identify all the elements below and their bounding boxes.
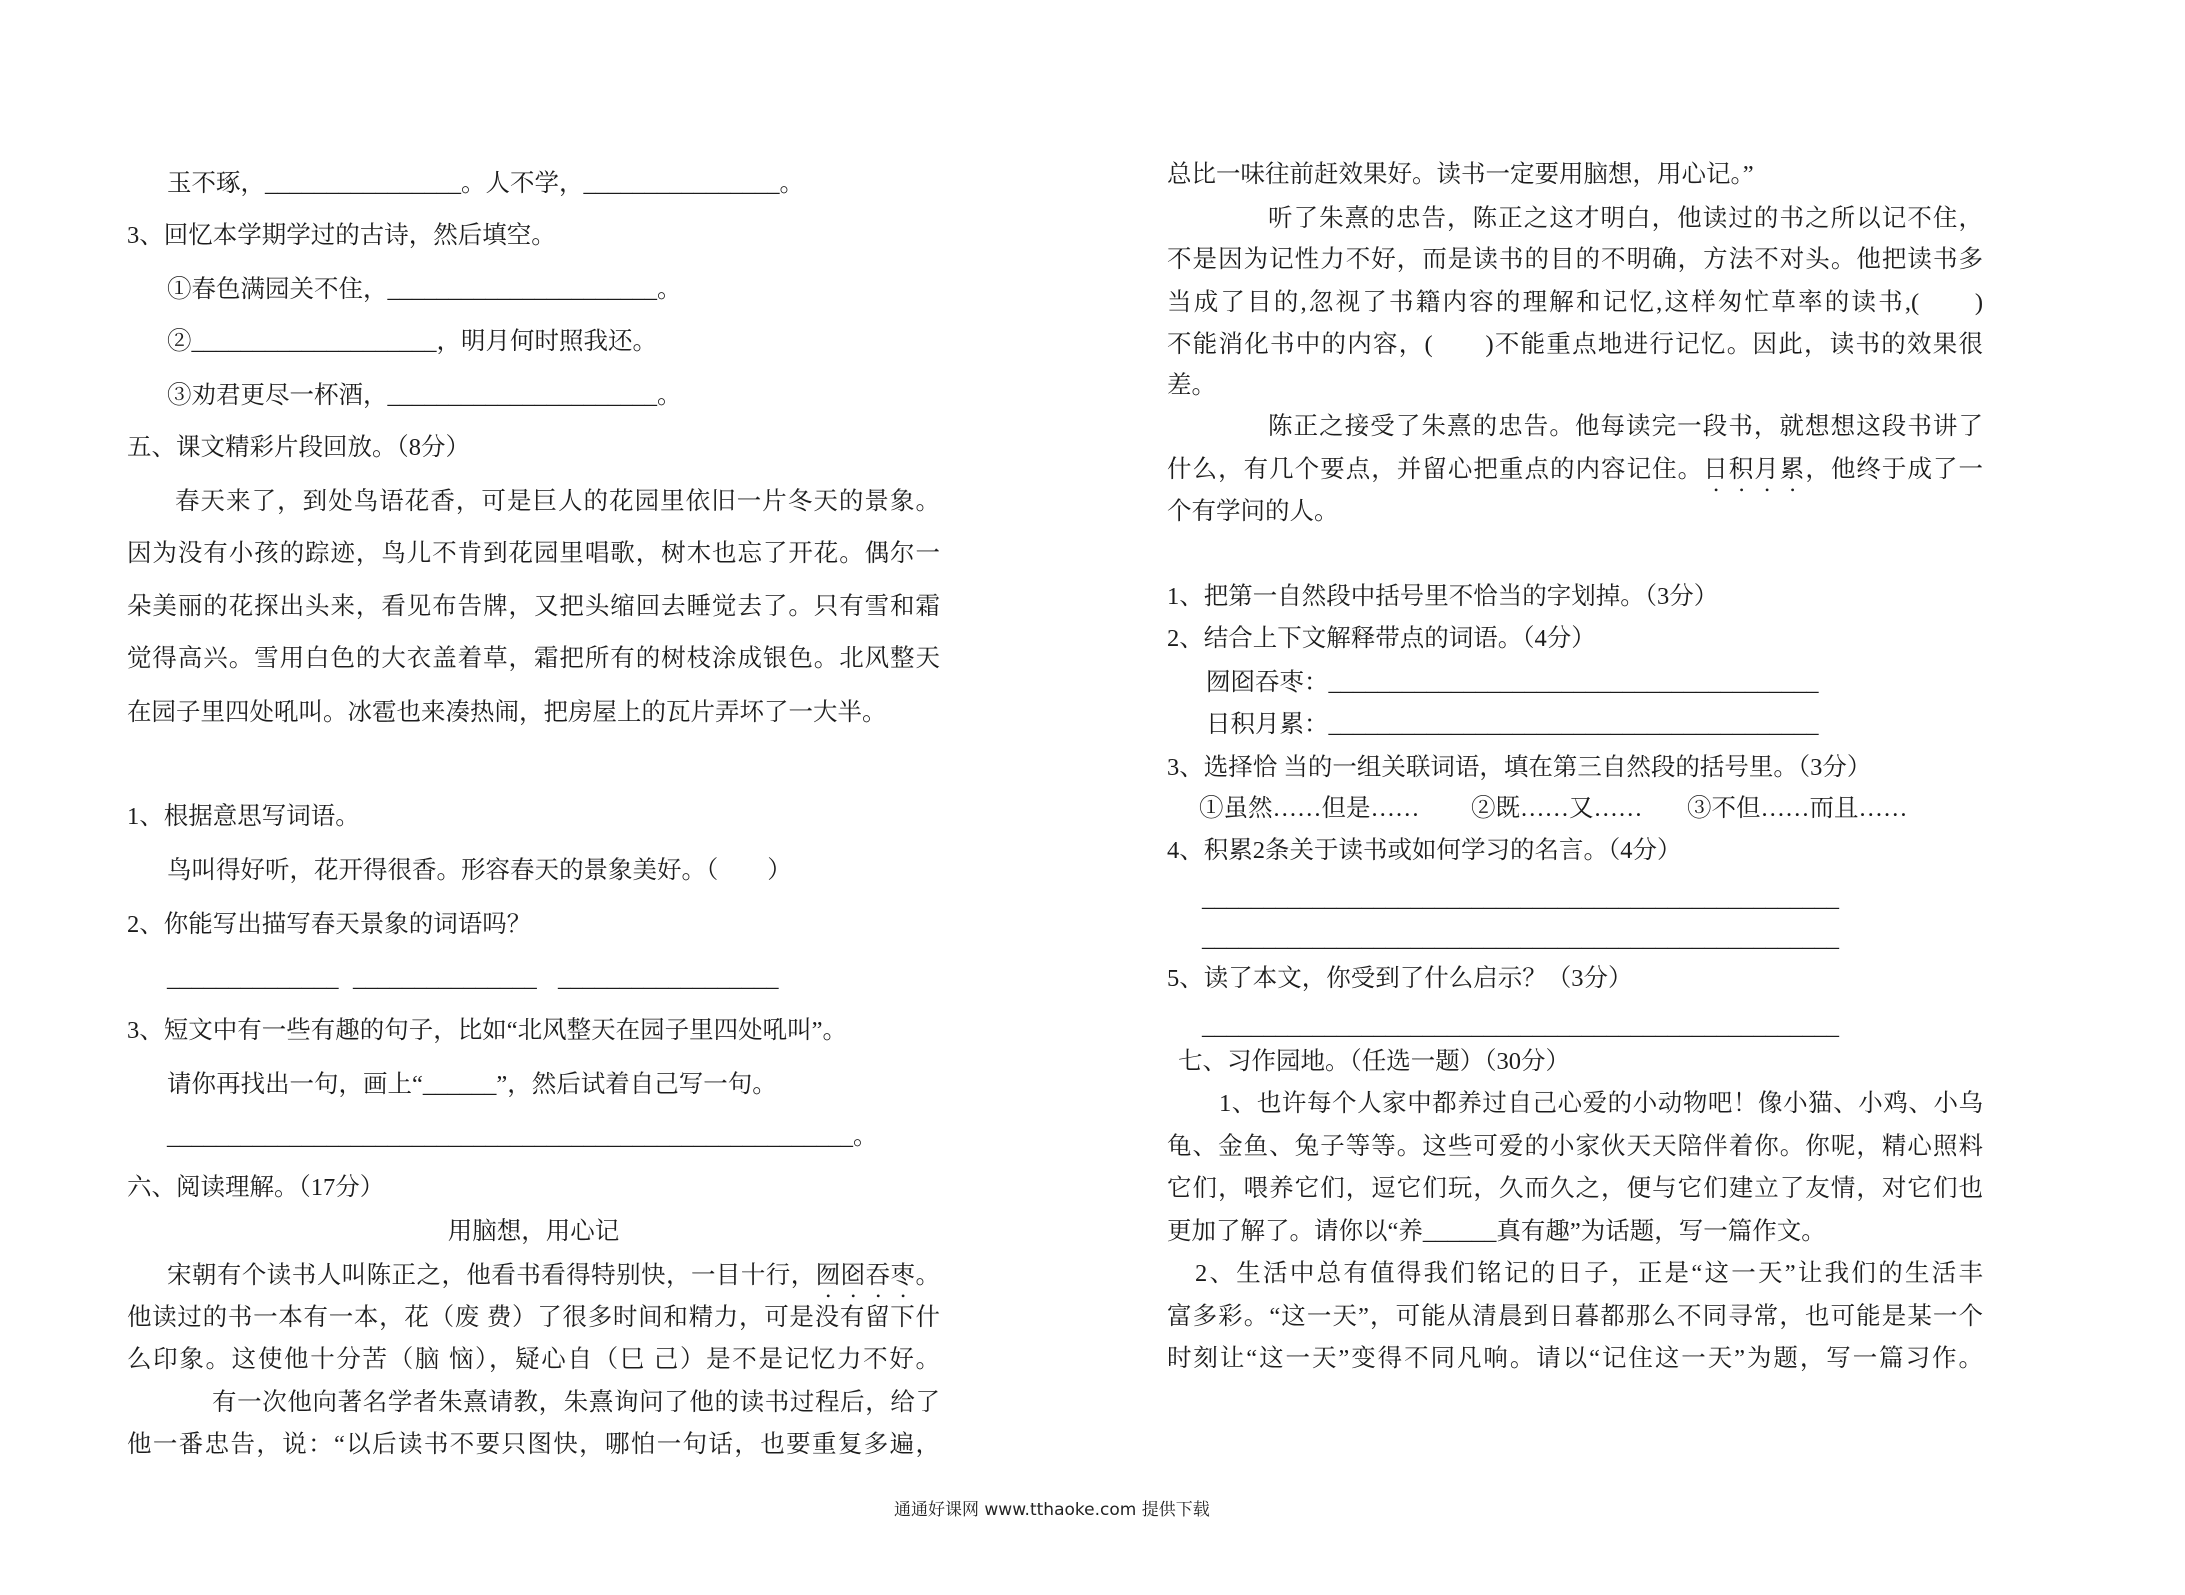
s6-question-4: 4、积累2条关于读书或如何学习的名言。（4分） — [1167, 837, 1682, 864]
conjunction-option: ①虽然……但是…… — [1199, 795, 1420, 822]
s5-question-3: 3、短文中有一些有趣的句子，比如“北风整天在园子里四处吼叫”。 — [127, 1017, 847, 1044]
article-line: 个有学问的人。 — [1167, 498, 1339, 525]
s6-question-3: 3、选择恰 当的一组关联词语，填在第三自然段的括号里。（3分） — [1167, 754, 1872, 781]
article-line: 听了朱熹的忠告，陈正之这才明白，他读过的书之所以记不住， — [1268, 205, 1983, 232]
passage-line: 觉得高兴。雪用白色的大衣盖着草，霜把所有的树枝涂成银色。北风整天 — [127, 645, 940, 672]
essay-prompt-line: 富多彩。“这一天”，可能从清晨到日暮都那么不同寻常，也可能是某一个 — [1167, 1303, 1983, 1330]
article-text: ，他终于成了一 — [1805, 456, 1984, 483]
essay-prompt-line: 它们，喂养它们，逗它们玩，久而久之，便与它们建立了友情，对它们也 — [1167, 1175, 1983, 1202]
word-explain-blank: 日积月累：________________________________________ — [1206, 711, 1819, 738]
s6-question-5: 5、读了本文，你受到了什么启示？（3分） — [1167, 965, 1633, 992]
conjunction-option: ②既……又…… — [1471, 795, 1643, 822]
section-five-heading: 五、课文精彩片段回放。（8分） — [127, 434, 470, 461]
section-seven-heading: 七、习作园地。（任选一题）（30分） — [1178, 1048, 1570, 1075]
dotted-word: 囫囵吞枣 — [815, 1262, 916, 1289]
article-line: 么印象。这使他十分苦（脑 恼），疑心自（巳 己）是不是记忆力不好。 — [127, 1346, 940, 1373]
poem-fill-1: ①春色满园关不住，______________________。 — [167, 276, 682, 303]
answer-blank: ________________________________________________________。 — [167, 1123, 878, 1150]
poem-question: 3、回忆本学期学过的古诗，然后填空。 — [127, 222, 556, 249]
article-line — [167, 1262, 940, 1290]
s5-question-1-prompt: 鸟叫得好听，花开得很香。形容春天的景象美好。（ ） — [167, 857, 792, 884]
answer-blank: ____________________________________________________ — [1202, 925, 1839, 952]
article-line — [1167, 456, 1983, 484]
article-line: 当成了目的,忽视了书籍内容的理解和记忆,这样匆忙草率的读书,( ) — [1167, 289, 1983, 316]
dotted-word: 日积月累 — [1703, 456, 1806, 483]
passage-line: 朵美丽的花探出头来，看见布告牌，又把头缩回去睡觉去了。只有雪和霜 — [127, 593, 940, 620]
s5-question-1: 1、根据意思写词语。 — [127, 803, 360, 830]
article-text: 什么，有几个要点，并留心把重点的内容记住。 — [1167, 456, 1704, 483]
s5-question-2: 2、你能写出描写春天景象的词语吗？ — [127, 911, 532, 938]
article-text: 宋朝有个读书人叫陈正之，他看书看得特别快，一目十行， — [167, 1262, 816, 1289]
answer-blank: ____________________________________________________ — [1202, 1013, 1839, 1040]
passage-line: 在园子里四处吼叫。冰雹也来凑热闹，把房屋上的瓦片弄坏了一大半。 — [127, 699, 887, 726]
article-line: 差。 — [1167, 372, 1216, 399]
article-line: 总比一味往前赶效果好。读书一定要用脑想，用心记。” — [1167, 161, 1754, 188]
essay-prompt-line: 时刻让“这一天”变得不同凡响。请以“记住这一天”为题，写一篇习作。 — [1167, 1345, 1983, 1372]
s6-question-2: 2、结合上下文解释带点的词语。（4分） — [1167, 625, 1596, 652]
article-line: 他读过的书一本有一本，花（废 费）了很多时间和精力，可是没有留下什 — [127, 1304, 940, 1331]
passage-line: 春天来了，到处鸟语花香，可是巨人的花园里依旧一片冬天的景象。 — [175, 488, 940, 515]
proverb-fill-line: 玉不琢，________________。人不学，________________。 — [167, 170, 804, 197]
answer-blank: ______________ — [167, 965, 339, 992]
poem-fill-2: ②____________________，明月何时照我还。 — [167, 328, 657, 355]
essay-prompt-line: 龟、金鱼、兔子等等。这些可爱的小家伙天天陪伴着你。你呢，精心照料 — [1167, 1133, 1983, 1160]
conjunction-option: ③不但……而且…… — [1687, 795, 1908, 822]
word-explain-blank: 囫囵吞枣：________________________________________ — [1206, 669, 1819, 696]
article-line: 陈正之接受了朱熹的忠告。他每读完一段书，就想想这段书讲了 — [1268, 413, 1983, 440]
essay-prompt-line: 更加了解了。请你以“养______真有趣”为话题，写一篇作文。 — [1167, 1218, 1826, 1245]
page-footer: 通通好课网 www.tthaoke.com 提供下载 — [894, 1500, 1210, 1520]
answer-blank: _______________ — [353, 965, 537, 992]
s6-question-1: 1、把第一自然段中括号里不恰当的字划掉。（3分） — [1167, 583, 1719, 610]
article-line: 他一番忠告，说：“以后读书不要只图快，哪怕一句话，也要重复多遍， — [127, 1431, 940, 1458]
s5-question-3-prompt: 请你再找出一句，画上“______”，然后试着自己写一句。 — [167, 1071, 777, 1098]
passage-line: 因为没有小孩的踪迹，鸟儿不肯到花园里唱歌，树木也忘了开花。偶尔一 — [127, 540, 940, 567]
essay-prompt-line: 1、也许每个人家中都养过自己心爱的小动物吧！像小猫、小鸡、小乌 — [1219, 1090, 1983, 1117]
poem-fill-3: ③劝君更尽一杯酒，______________________。 — [167, 382, 682, 409]
answer-blank: __________________ — [558, 965, 779, 992]
article-line: 有一次他向著名学者朱熹请教，朱熹询问了他的读书过程后，给了 — [212, 1389, 940, 1416]
article-title: 用脑想，用心记 — [447, 1218, 620, 1245]
section-six-heading: 六、阅读理解。（17分） — [127, 1174, 385, 1201]
article-line: 不能消化书中的内容，( )不能重点地进行记忆。因此，读书的效果很 — [1167, 331, 1983, 358]
essay-prompt-line: 2、生活中总有值得我们铭记的日子，正是“这一天”让我们的生活丰 — [1195, 1260, 1983, 1287]
article-text: 。 — [915, 1262, 941, 1289]
article-line: 不是因为记性力不好，而是读书的目的不明确，方法不对头。他把读书多 — [1167, 246, 1983, 273]
answer-blank: ____________________________________________________ — [1202, 885, 1839, 912]
